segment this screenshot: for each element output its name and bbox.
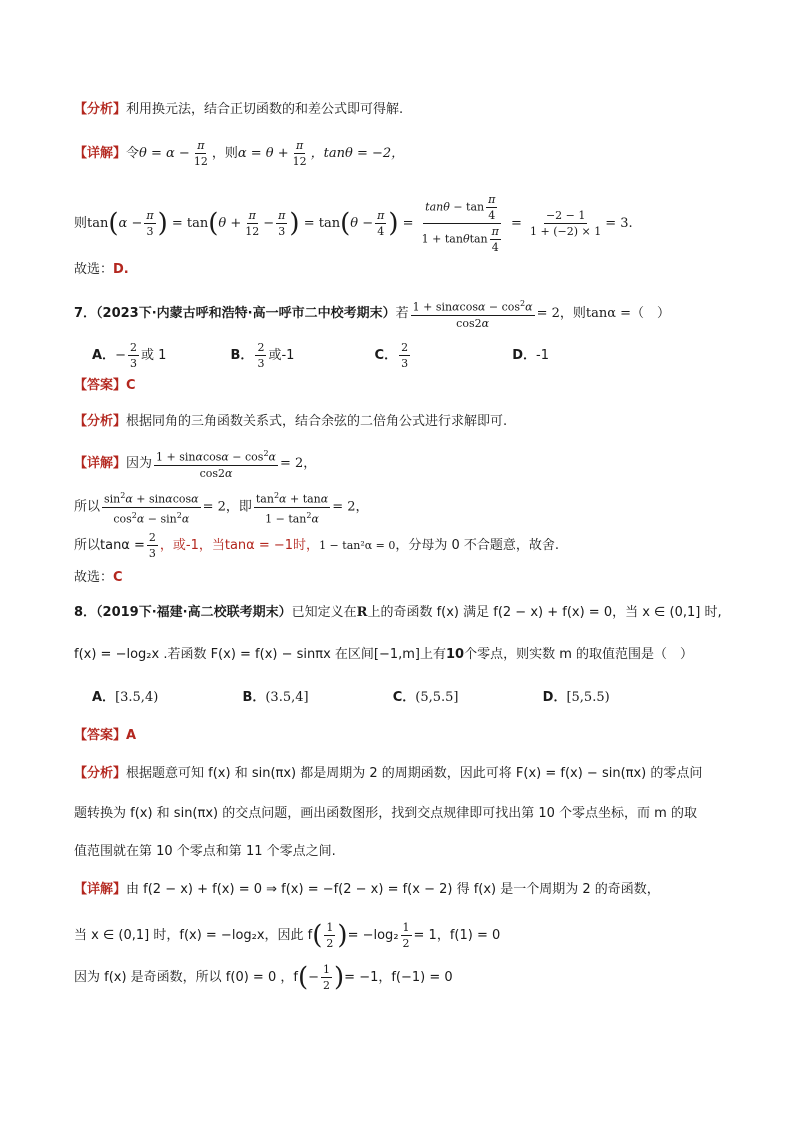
q6-choose-line (74, 260, 129, 280)
q7-so1-frac2: $\frac{\tan^2\alpha + \tan\alpha}{1 - \tan^2\alpha}$ (254, 488, 330, 526)
q8-detail-l2c: = 1，f(1) = 0 (413, 928, 501, 943)
q7-choice: C (113, 570, 123, 585)
q8-analysis-line2 (74, 804, 697, 824)
q8-analysis-line3 (74, 842, 336, 862)
q6-frac-pi-12: $\frac{\pi}{12}$ (193, 139, 208, 168)
q7-so1-mid: = 2，即 (202, 499, 252, 515)
q7-stem-line (74, 296, 670, 331)
q7-stem-frac: $\frac{1 + \sin\alpha\cos\alpha - \cos^2\alpha}{\cos 2\alpha}$ (411, 296, 535, 331)
q8-answer: A (126, 728, 137, 743)
q7-so1-end: = 2， (332, 499, 369, 515)
q8-detail-l2b: = −log₂ (347, 928, 399, 943)
q8-detail-line1 (74, 880, 660, 900)
q7-analysis-text: 根据同角的三角函数关系式，结合余弦的二倍角公式进行求解即可. (126, 414, 508, 429)
q8-stem-b: 上的奇函数 f(x) 满足 f(2 − x) + f(x) = 0，当 x ∈ (0,1] 时, (367, 605, 722, 620)
q7-so2-mid: ，或-1，当tanα = −1时， (159, 538, 320, 553)
detail-tag: 【详解】 (74, 882, 127, 897)
q8-option-a[interactable]: A．[3.5,4) (92, 690, 159, 705)
q8-analysis-l3: 值范围就在第 10 个零点和第 11 个零点之间. (74, 844, 336, 859)
analysis-tag: 【分析】 (74, 102, 127, 117)
q6-alpha-def: α = θ + (237, 146, 289, 161)
q6-step-prefix: 则 (74, 216, 88, 231)
q8-detail-l3a: 因为 f(x) 是奇函数，所以 f(0) = 0 ，f (74, 970, 298, 985)
q7-so2-frac: $\frac{2}{3}$ (148, 531, 156, 560)
q7-so2-end: ，分母为 0 不合题意，故舍. (395, 538, 560, 553)
q7-so2-expr: 1 − tan²α = 0 (319, 539, 396, 552)
q7-answer: C (126, 378, 136, 393)
answer-tag: 【答案】 (74, 378, 127, 393)
q8-stem-R: R (356, 605, 368, 620)
q8-detail-line3: 因为 f(x) 是奇函数，所以 f(0) = 0 ，f(− $\frac{1}{2}$ )= −1，f(−1) = 0 (74, 962, 453, 993)
q7-source: （2023下·内蒙古呼和浩特·高一呼市二中校考期末） (96, 305, 396, 321)
q8-option-d[interactable]: D．[5,5.5) (542, 690, 610, 705)
q7-detail-line (74, 446, 316, 481)
q8-stem-ten: 10 (446, 647, 465, 662)
q6-numeric-frac: $\frac{-2 - 1}{1 + (-2) \times 1}$ (530, 209, 602, 238)
q8-number: 8． (74, 605, 97, 620)
analysis-tag: 【分析】 (74, 766, 127, 781)
q8-stem-line2-text: f(x) = −log₂x .若函数 F(x) = f(x) − sinπx 在区间[−1,m]上有 (74, 647, 447, 662)
q6-tan-diff-frac: tanθ − tan $\frac{\pi}{4}$ 1 + tanθtan $\frac{\pi}{4}$ (420, 192, 505, 255)
q6-theta-def: θ = α − (139, 146, 190, 161)
answer-tag: 【答案】 (74, 728, 127, 743)
q8-options (92, 688, 670, 708)
q6-detail-prefix: 令 (126, 146, 140, 161)
q7-eq2: = 2， (279, 455, 317, 471)
q6-detail-mid: ，则 (211, 146, 238, 161)
q8-analysis-l2: 题转换为 f(x) 和 sin(πx) 的交点问题，画出函数图形，找到交点规律即可找出第 10 个零点坐标，而 m 的取 (74, 806, 697, 821)
q6-choice: D. (113, 262, 129, 277)
analysis-tag: 【分析】 (74, 414, 127, 429)
q7-detail-frac: $\frac{1 + \sin\alpha\cos\alpha - \cos^2\alpha}{\cos 2\alpha}$ (154, 446, 278, 481)
q7-stem-then: = 2，则tanα =（ ） (536, 305, 671, 321)
q8-detail-l3b: = −1，f(−1) = 0 (344, 970, 453, 985)
q7-so2: 所以tanα = (74, 538, 145, 553)
q7-so1-frac1: $\frac{\sin^2\alpha + \sin\alpha\cos\alpha}{\cos^2\alpha - \sin^2\alpha}$ (102, 488, 201, 526)
q7-analysis-line (74, 412, 507, 432)
q8-detail-l1: 由 f(2 − x) + f(x) = 0 ⇒ f(x) = −f(2 − x) = f(x − 2) 得 f(x) 是一个周期为 2 的奇函数， (126, 882, 660, 897)
q7-so1: 所以 (74, 499, 101, 515)
q8-detail-line2: 当 x ∈ (0,1] 时，f(x) = −log₂x，因此 f( $\frac{1}{2}$ )= −log₂ $\frac{1}{2}$ = 1，f(1) = 0 (74, 920, 501, 951)
q6-analysis-line (74, 100, 403, 120)
q7-number: 7． (74, 305, 97, 321)
q8-detail-l2a: 当 x ∈ (0,1] 时，f(x) = −log₂x，因此 f (74, 928, 313, 943)
q6-detail-line (74, 138, 404, 169)
detail-tag: 【详解】 (74, 455, 127, 471)
q6-result: = 3. (605, 216, 633, 231)
q8-analysis-l1: 根据题意可知 f(x) 和 sin(πx) 都是周期为 2 的周期函数，因此可将 F(x) = f(x) − sin(πx) 的零点问 (126, 766, 703, 781)
q6-analysis-text: 利用换元法，结合正切函数的和差公式即可得解. (126, 102, 404, 117)
q7-option-b[interactable]: B． $\frac{2}{3}$ 或-1 (230, 341, 295, 370)
q6-frac-pi-12b: $\frac{\pi}{12}$ (292, 139, 307, 168)
q8-stem-line2 (74, 645, 693, 665)
q6-tan-theta: ，tanθ = −2， (310, 146, 405, 161)
q6-step-line: 则tan(α − $\frac{\pi}{3}$ ) = tan(θ + $\frac{\pi}{12}$ − $\frac{\pi}{3}$ ) = tan(θ − $\frac{\pi}{4}$ ) = tanθ − tan $\frac{\pi}{4}$ 1 + tanθtan $\frac{\pi}{4}$ = $\frac{-2 - 1}{1 + (-2) \times 1}$ = 3. (74, 193, 633, 254)
detail-tag: 【详解】 (74, 146, 127, 161)
q7-choose-label: 故选： (74, 570, 114, 585)
q6-choose-label: 故选： (74, 262, 114, 277)
q7-choose-line (74, 568, 123, 588)
q8-answer-line (74, 726, 136, 746)
q7-because: 因为 (126, 455, 153, 471)
q8-stem-a: 已知定义在 (291, 605, 357, 620)
q8-option-b[interactable]: B．(3.5,4] (242, 690, 309, 705)
q7-options (92, 340, 609, 371)
q8-source: （2019下·福建·高二校联考期末） (96, 605, 292, 620)
q8-option-c[interactable]: C．(5,5.5] (392, 690, 459, 705)
q8-stem-line1 (74, 603, 722, 623)
q8-stem-line2-end: 个零点，则实数 m 的取值范围是（ ） (464, 647, 694, 662)
q7-stem-if: 若 (395, 305, 409, 321)
q7-answer-line (74, 376, 136, 396)
q8-analysis-line1 (74, 764, 702, 784)
q7-option-c[interactable]: C． $\frac{2}{3}$ (374, 341, 409, 370)
q7-so1-line (74, 488, 369, 526)
q7-option-d[interactable]: D．-1 (512, 348, 549, 363)
q7-so2-line (74, 530, 559, 561)
q6-expr1: tan (87, 216, 109, 231)
q7-option-a[interactable]: A．− $\frac{2}{3}$ 或 1 (92, 341, 167, 370)
